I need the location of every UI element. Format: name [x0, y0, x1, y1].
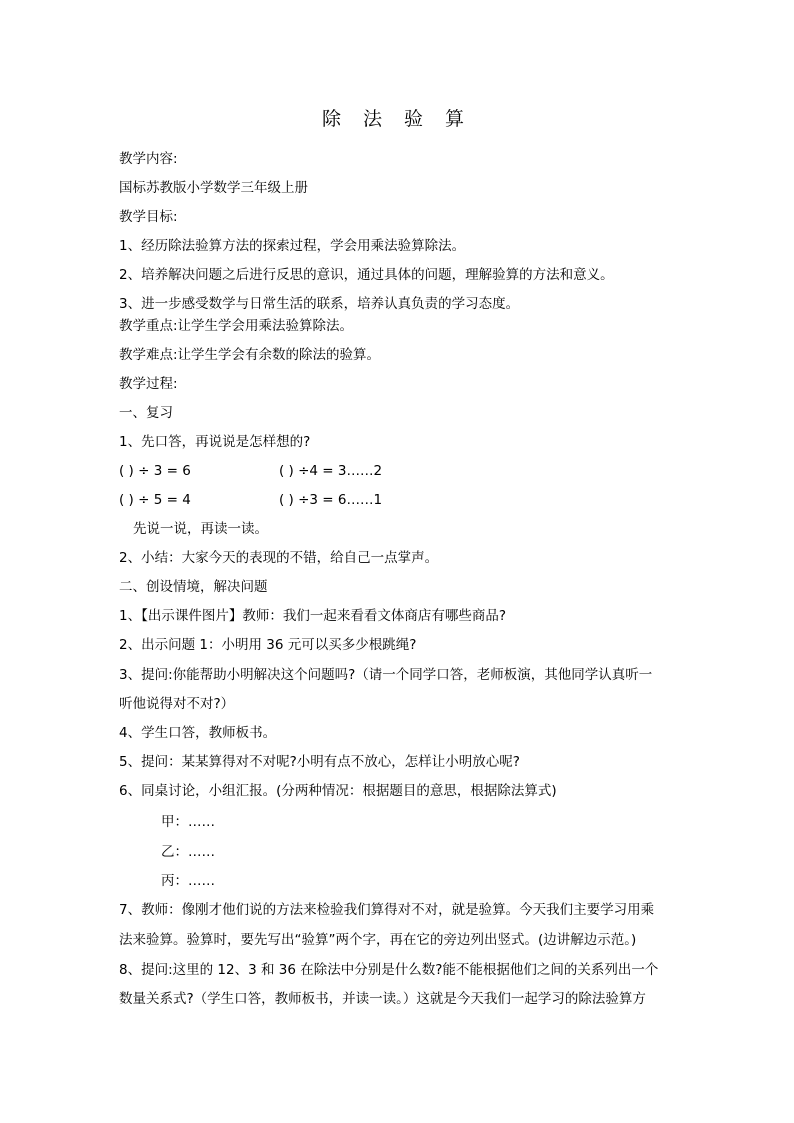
exercise-left: ( ) ÷ 3 = 6	[119, 463, 191, 479]
goal-item: 2、培养解决问题之后进行反思的意识，通过具体的问题，理解验算的方法和意义。	[119, 267, 614, 283]
step-item: 8、提问:这里的 12、3 和 36 在除法中分别是什么数?能不能根据他们之间的关系列出一个	[119, 962, 659, 978]
step-item: 5、提问：某某算得对不对呢?小明有点不放心，怎样让小明放心呢?	[119, 754, 520, 770]
content-text: 国标苏教版小学数学三年级上册	[119, 180, 308, 196]
summary-line: 2、小结：大家今天的表现的不错，给自己一点掌声。	[119, 550, 439, 566]
exercise-left: ( ) ÷ 5 = 4	[119, 492, 191, 508]
exercise-row	[119, 491, 382, 509]
goal-item: 3、进一步感受数学与日常生活的联系，培养认真负责的学习态度。	[119, 296, 520, 312]
section-situation: 二、创设情境，解决问题	[119, 579, 268, 595]
process-label: 教学过程:	[119, 376, 178, 392]
review-question: 1、先口答，再说说是怎样想的?	[119, 434, 311, 450]
goals-label: 教学目标:	[119, 209, 178, 225]
goal-item: 1、经历除法验算方法的探索过程，学会用乘法验算除法。	[119, 238, 466, 254]
step-item: 7、教师：像刚才他们说的方法来检验我们算得对不对，就是验算。今天我们主要学习用乘	[119, 902, 655, 918]
case-item: 乙：……	[161, 844, 215, 860]
section-review: 一、复习	[119, 405, 173, 421]
exercise-row	[119, 462, 382, 480]
step-item: 1、【出示课件图片】教师：我们一起来看看文体商店有哪些商品?	[119, 608, 507, 624]
page-title: 除 法 验 算	[321, 108, 473, 130]
case-item: 丙：……	[161, 873, 215, 889]
step-item: 2、出示问题 1：小明用 36 元可以买多少根跳绳?	[119, 637, 417, 653]
step-item: 听他说得对不对?）	[119, 696, 235, 712]
step-item: 3、提问:你能帮助小明解决这个问题吗?（请一个同学口答，老师板演，其他同学认真听一	[119, 667, 653, 683]
step-item: 数量关系式?（学生口答，教师板书，并读一读。）这就是今天我们一起学习的除法验算方	[119, 991, 646, 1007]
case-item: 甲：……	[161, 814, 215, 830]
key-point: 教学重点:让学生学会用乘法验算除法。	[119, 318, 354, 334]
exercise-right: ( ) ÷3 = 6……1	[279, 492, 383, 508]
content-label: 教学内容:	[119, 151, 178, 167]
difficulty: 教学难点:让学生学会有余数的除法的验算。	[119, 347, 381, 363]
exercise-right: ( ) ÷4 = 3……2	[279, 463, 383, 479]
read-line: 先说一说，再读一读。	[133, 521, 268, 537]
step-item: 法来验算。验算时，要先写出“验算”两个字，再在它的旁边列出竖式。(边讲解边示范。)	[119, 932, 637, 948]
step-item: 4、学生口答，教师板书。	[119, 725, 277, 741]
step-item: 6、同桌讨论，小组汇报。(分两种情况：根据题目的意思，根据除法算式)	[119, 783, 557, 799]
